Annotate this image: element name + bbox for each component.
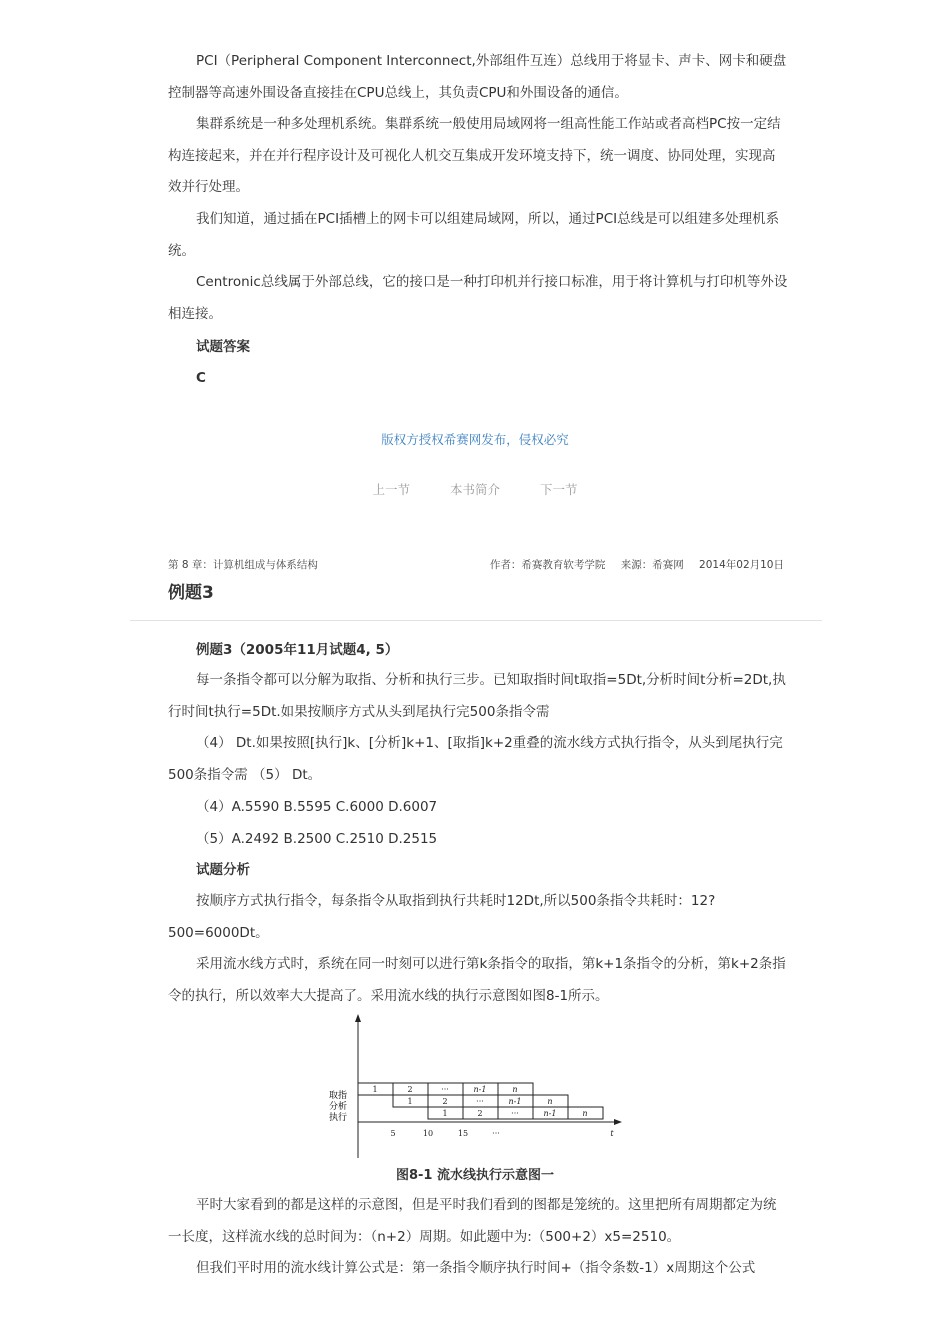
row-label-fetch: 取指 [329,1091,348,1101]
fetch-label-2: 2 [407,1085,413,1094]
analyze-label-dots: ··· [476,1097,484,1106]
chapter-label: 第 8 章：计算机组成与体系结构 [168,559,318,571]
tick-10: 10 [422,1129,434,1138]
analysis-paragraph-2: 采用流水线方式时，系统在同一时刻可以进行第k条指令的取指，第k+1条指令的分析，第k+2条指令的执行，所以效率大大提高了。采用流水线的执行示意图如图8-1所示。 [168,956,786,1004]
chapter-navigation [0,480,950,498]
x-axis-arrow [614,1119,622,1125]
options-5: （5）A.2492 B.2500 C.2510 D.2515 [196,831,438,847]
pipeline-diagram [320,1010,630,1160]
fetch-label-n: n [512,1085,518,1094]
axis-t-label: t [610,1129,614,1138]
paragraph-pci: PCI（Peripheral Component Interconnect,外部组件互连）总线用于将显卡、声卡、网卡和硬盘控制器等高速外围设备直接挂在CPU总线上，其负责CPU和外围设备的通信。 [168,53,787,101]
author-label: 作者：希赛教育软考学院 [489,559,606,571]
copyright-notice: 版权方授权希赛网发布，侵权必究 [381,432,569,447]
question-text-2: （4） Dt.如果按照[执行]k、[分析]k+1、[取指]k+2重叠的流水线方式执行指令，从头到尾执行完500条指令需 （5） Dt。 [168,735,783,783]
figure-caption: 图8-1 流水线执行示意图一 [395,1168,554,1183]
execute-label-n-1: n-1 [543,1109,557,1118]
paragraph-pci-network: 我们知道，通过插在PCI插槽上的网卡可以组建局域网，所以，通过PCI总线是可以组建多处理机系统。 [168,211,780,259]
analyze-label-2: 2 [442,1097,448,1106]
analyze-label-1: 1 [407,1097,413,1106]
paragraph-cluster: 集群系统是一种多处理机系统。集群系统一般使用局域网将一组高性能工作站或者高档PC按一定结构连接起来，并在并行程序设计及可视化人机交互集成开发环境支持下，统一调度、协同处理，实现高效并行处理。 [168,116,781,195]
execute-label-n: n [582,1109,588,1118]
analyze-label-n: n [547,1097,553,1106]
bottom-paragraph-2: 但我们平时用的流水线计算公式是：第一条指令顺序执行时间+（指令条数-1）x周期这个公式 [196,1260,756,1276]
analyze-label-n-1: n-1 [508,1097,522,1106]
options-4: （4）A.5590 B.5595 C.6000 D.6007 [196,799,438,815]
question-heading: 例题3（2005年11月试题4, 5） [196,642,399,658]
execute-label-1: 1 [442,1109,448,1118]
execute-label-dots: ··· [511,1109,519,1118]
next-section-link[interactable]: 下一节 [539,482,578,497]
fetch-label-1: 1 [372,1085,378,1094]
answer-value: C [196,370,206,386]
date-label: 2014年02月10日 [699,559,784,571]
tick-dots: ··· [492,1129,500,1138]
row-label-execute: 执行 [329,1113,348,1123]
tick-15: 15 [457,1129,469,1138]
tick-5: 5 [390,1129,396,1138]
fetch-label-n-1: n-1 [473,1085,487,1094]
title-divider [130,620,822,621]
book-intro-link[interactable]: 本书简介 [449,482,500,497]
article-meta [478,557,784,572]
y-axis-arrow [355,1014,361,1022]
analysis-heading: 试题分析 [196,862,250,878]
paragraph-centronic: Centronic总线属于外部总线，它的接口是一种打印机并行接口标准，用于将计算机与打印机等外设相连接。 [168,274,788,322]
execute-label-2: 2 [477,1109,483,1118]
bottom-paragraph-1: 平时大家看到的都是这样的示意图，但是平时我们看到的图都是笼统的。这里把所有周期都定为统一长度，这样流水线的总时间为：（n+2）周期。如此题中为:（500+2）x5=2510。 [168,1197,777,1245]
prev-section-link[interactable]: 上一节 [372,482,410,497]
row-label-analyze: 分析 [329,1102,348,1112]
answer-heading: 试题答案 [196,339,250,355]
question-text: 每一条指令都可以分解为取指、分析和执行三步。已知取指时间t取指=5Dt,分析时间t分析=2Dt,执行时间t执行=5Dt.如果按顺序方式从头到尾执行完500条指令需 [168,672,786,720]
analysis-paragraph-1: 按顺序方式执行指令，每条指令从取指到执行共耗时12Dt,所以500条指令共耗时：12?500=6000Dt。 [168,893,716,941]
fetch-label-dots: ··· [441,1085,449,1094]
source-label: 来源：希赛网 [620,559,684,571]
page-title: 例题3 [168,583,214,603]
